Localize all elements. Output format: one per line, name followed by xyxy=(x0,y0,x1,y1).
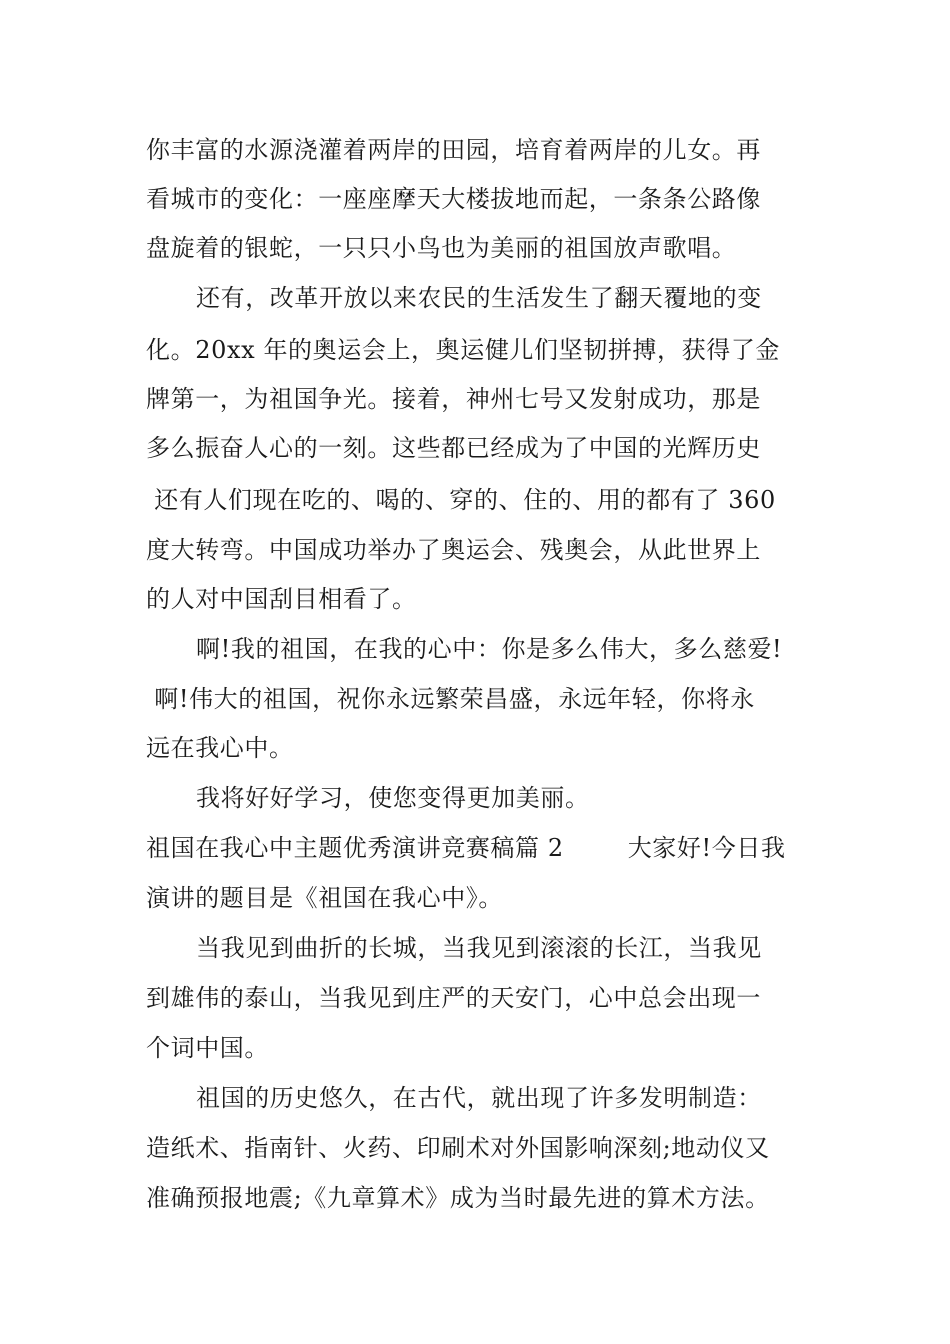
text-line: 盘旋着的银蛇，一只只小鸟也为美丽的祖国放声歌唱。 xyxy=(146,234,737,262)
paragraph-start-line: 我将好好学习，使您变得更加美丽。 xyxy=(196,784,590,812)
text-line: 啊!伟大的祖国，祝你永远繁荣昌盛，永远年轻，你将永 xyxy=(146,685,755,713)
section-heading-line xyxy=(146,833,786,863)
paragraph-start-line: 还有，改革开放以来农民的生活发生了翻天覆地的变 xyxy=(196,284,762,312)
text-line: 到雄伟的泰山，当我见到庄严的天安门，心中总会出现一 xyxy=(146,984,761,1012)
section-heading: 祖国在我心中主题优秀演讲竞赛稿篇 2 xyxy=(146,834,564,862)
paragraph-start-line: 当我见到曲折的长城，当我见到滚滚的长江，当我见 xyxy=(196,934,762,962)
text-line: 度大转弯。中国成功举办了奥运会、残奥会，从此世界上 xyxy=(146,536,761,564)
text-line: 远在我心中。 xyxy=(146,734,294,762)
paragraph-start-line: 祖国的历史悠久，在古代，就出现了许多发明制造： xyxy=(196,1084,762,1112)
text-line: 化。20xx 年的奥运会上，奥运健儿们坚韧拼搏，获得了金 xyxy=(146,336,781,364)
text-line: 还有人们现在吃的、喝的、穿的、住的、用的都有了 360 xyxy=(146,486,776,514)
paragraph-start-line: 啊!我的祖国，在我的心中：你是多么伟大，多么慈爱! xyxy=(196,635,783,663)
text-line: 的人对中国刮目相看了。 xyxy=(146,585,417,613)
greeting-text: 大家好!今日我 xyxy=(627,834,786,862)
text-line: 看城市的变化：一座座摩天大楼拔地而起，一条条公路像 xyxy=(146,185,761,213)
text-line: 演讲的题目是《祖国在我心中》。 xyxy=(146,884,503,912)
text-line: 准确预报地震;《九章算术》成为当时最先进的算术方法。 xyxy=(146,1184,770,1212)
text-line: 个词中国。 xyxy=(146,1034,269,1062)
text-line: 你丰富的水源浇灌着两岸的田园，培育着两岸的儿女。再 xyxy=(146,136,761,164)
text-line: 造纸术、指南针、火药、印刷术对外国影响深刻;地动仪又 xyxy=(146,1134,770,1162)
text-line: 牌第一，为祖国争光。接着，神州七号又发射成功，那是 xyxy=(146,385,761,413)
text-line: 多么振奋人心的一刻。这些都已经成为了中国的光辉历史 xyxy=(146,434,761,462)
